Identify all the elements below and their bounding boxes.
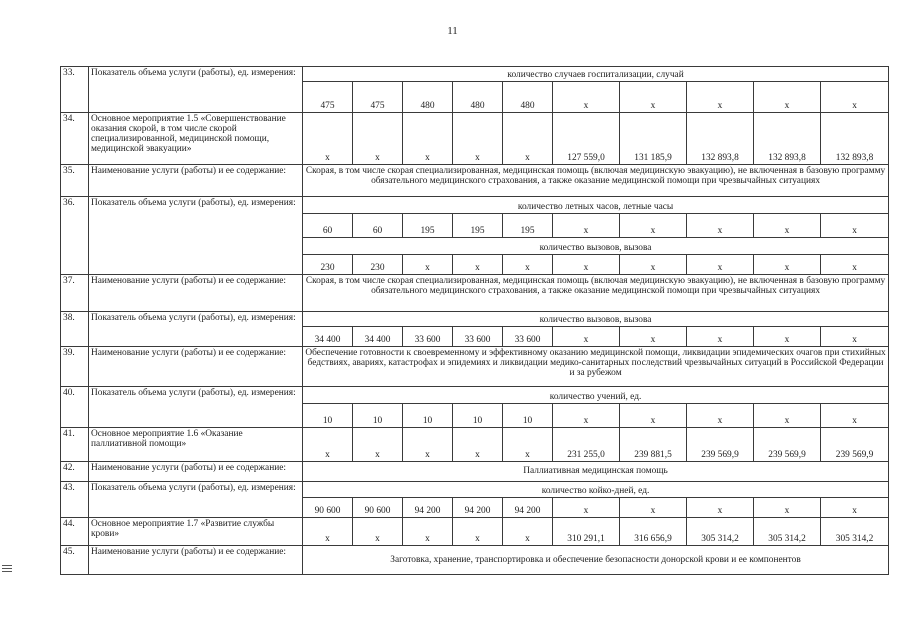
value-cell: 60 <box>303 214 353 238</box>
value-cell: х <box>403 255 453 275</box>
value-cell: х <box>754 404 821 428</box>
row-name: Показатель объема услуги (работы), ед. измерения: <box>89 197 303 275</box>
service-description: Скорая, в том числе скорая специализированная, медицинская помощь (включая медицинскую эвакуацию), не включенная в базовую программу обязательного медицинского страхования, а также оказание медицинской помощи при чрезвычайных ситуациях <box>303 275 889 312</box>
value-cell: х <box>821 498 889 518</box>
row-name: Наименование услуги (работы) и ее содержание: <box>89 165 303 197</box>
row-number: 42. <box>61 462 89 482</box>
table-row <box>61 113 889 165</box>
row-name: Показатель объема услуги (работы), ед. измерения: <box>89 482 303 518</box>
margin-mark <box>2 565 12 574</box>
value-cell: х <box>553 327 620 347</box>
row-number: 43. <box>61 482 89 518</box>
service-description: Заготовка, хранение, транспортировка и обеспечение безопасности донорской крови и ее компонентов <box>303 546 889 575</box>
value-cell: 480 <box>403 82 453 113</box>
unit-label: количество вызовов, вызова <box>303 312 889 327</box>
value-cell: 131 185,9 <box>620 113 687 165</box>
value-cell: х <box>754 255 821 275</box>
row-number: 40. <box>61 387 89 428</box>
row-number: 35. <box>61 165 89 197</box>
value-cell: х <box>503 255 553 275</box>
value-cell: х <box>403 428 453 462</box>
value-cell: 239 881,5 <box>620 428 687 462</box>
value-cell: х <box>620 404 687 428</box>
value-cell: 195 <box>403 214 453 238</box>
row-number: 39. <box>61 347 89 387</box>
value-cell: х <box>754 214 821 238</box>
value-cell: 10 <box>453 404 503 428</box>
value-cell: 230 <box>353 255 403 275</box>
value-cell: 90 600 <box>303 498 353 518</box>
row-number: 36. <box>61 197 89 275</box>
value-cell: х <box>620 255 687 275</box>
row-name: Показатель объема услуги (работы), ед. измерения: <box>89 67 303 113</box>
value-cell: 10 <box>503 404 553 428</box>
value-cell: х <box>403 518 453 546</box>
value-cell: 60 <box>353 214 403 238</box>
value-cell: 127 559,0 <box>553 113 620 165</box>
row-name: Показатель объема услуги (работы), ед. измерения: <box>89 387 303 428</box>
row-number: 44. <box>61 518 89 546</box>
value-cell: х <box>754 498 821 518</box>
value-cell: 310 291,1 <box>553 518 620 546</box>
table-row <box>61 347 889 387</box>
table-body <box>61 67 889 575</box>
value-cell: х <box>353 113 403 165</box>
value-cell: 305 314,2 <box>821 518 889 546</box>
page-number: 11 <box>447 25 458 37</box>
value-cell: 34 400 <box>353 327 403 347</box>
table-row <box>61 546 889 575</box>
value-cell: 305 314,2 <box>687 518 754 546</box>
value-cell: 239 569,9 <box>821 428 889 462</box>
value-cell: х <box>687 404 754 428</box>
row-name: Основное мероприятие 1.5 «Совершенствование оказания скорой, в том числе скорой специализированной, медицинской помощи, медицинской эвакуации» <box>89 113 303 165</box>
value-cell: 10 <box>353 404 403 428</box>
table-row <box>61 387 889 404</box>
value-cell: 239 569,9 <box>687 428 754 462</box>
table-row <box>61 428 889 462</box>
table-row <box>61 312 889 327</box>
value-cell: 94 200 <box>453 498 503 518</box>
value-cell: х <box>821 214 889 238</box>
unit-label: количество вызовов, вызова <box>303 238 889 255</box>
value-cell: х <box>553 498 620 518</box>
value-cell: 94 200 <box>503 498 553 518</box>
value-cell: х <box>303 113 353 165</box>
value-cell: х <box>503 518 553 546</box>
value-cell: х <box>821 404 889 428</box>
table-row <box>61 518 889 546</box>
value-cell: 195 <box>503 214 553 238</box>
value-cell: х <box>687 82 754 113</box>
row-number: 33. <box>61 67 89 113</box>
unit-label: количество койко-дней, ед. <box>303 482 889 498</box>
value-cell: х <box>453 428 503 462</box>
value-cell: 132 893,8 <box>687 113 754 165</box>
value-cell: 34 400 <box>303 327 353 347</box>
value-cell: х <box>620 214 687 238</box>
row-name: Наименование услуги (работы) и ее содержание: <box>89 462 303 482</box>
value-cell: х <box>754 82 821 113</box>
row-name: Наименование услуги (работы) и ее содержание: <box>89 546 303 575</box>
row-number: 41. <box>61 428 89 462</box>
value-cell: 480 <box>453 82 503 113</box>
value-cell: х <box>353 518 403 546</box>
value-cell: х <box>687 255 754 275</box>
row-name: Показатель объема услуги (работы), ед. измерения: <box>89 312 303 347</box>
value-cell: 132 893,8 <box>754 113 821 165</box>
row-name: Основное мероприятие 1.7 «Развитие службы крови» <box>89 518 303 546</box>
row-number: 34. <box>61 113 89 165</box>
value-cell: 94 200 <box>403 498 453 518</box>
value-cell: х <box>687 327 754 347</box>
value-cell: 195 <box>453 214 503 238</box>
unit-label: количество учений, ед. <box>303 387 889 404</box>
value-cell: х <box>687 214 754 238</box>
row-name: Основное мероприятие 1.6 «Оказание паллиативной помощи» <box>89 428 303 462</box>
value-cell: х <box>553 82 620 113</box>
value-cell: х <box>620 327 687 347</box>
value-cell: 33 600 <box>503 327 553 347</box>
row-number: 38. <box>61 312 89 347</box>
table-row <box>61 197 889 214</box>
value-cell: х <box>754 327 821 347</box>
value-cell: 132 893,8 <box>821 113 889 165</box>
value-cell: 475 <box>303 82 353 113</box>
value-cell: х <box>353 428 403 462</box>
unit-label: количество летных часов, летные часы <box>303 197 889 214</box>
table-row <box>61 165 889 197</box>
value-cell: х <box>821 255 889 275</box>
value-cell: х <box>303 518 353 546</box>
value-cell: х <box>687 498 754 518</box>
program-table <box>60 66 889 575</box>
service-description: Скорая, в том числе скорая специализированная, медицинская помощь (включая медицинскую эвакуацию), не включенная в базовую программу обязательного медицинского страхования, а также оказание медицинской помощи при чрезвычайных ситуациях <box>303 165 889 197</box>
value-cell: 316 656,9 <box>620 518 687 546</box>
service-description: Паллиативная медицинская помощь <box>303 462 889 482</box>
value-cell: 305 314,2 <box>754 518 821 546</box>
value-cell: 230 <box>303 255 353 275</box>
value-cell: 90 600 <box>353 498 403 518</box>
value-cell: х <box>453 518 503 546</box>
value-cell: х <box>503 428 553 462</box>
value-cell: 480 <box>503 82 553 113</box>
value-cell: х <box>821 82 889 113</box>
value-cell: х <box>821 327 889 347</box>
row-name: Наименование услуги (работы) и ее содержание: <box>89 275 303 312</box>
value-cell: х <box>503 113 553 165</box>
value-cell: 33 600 <box>403 327 453 347</box>
value-cell: х <box>620 82 687 113</box>
value-cell: х <box>403 113 453 165</box>
table-row <box>61 67 889 82</box>
unit-label: количество случаев госпитализации, случай <box>303 67 889 82</box>
table-row <box>61 275 889 312</box>
service-description: Обеспечение готовности к своевременному и эффективному оказанию медицинской помощи, ликвидации эпидемических очагов при стихийных бедствиях, авариях, катастрофах и эпидемиях и ликвидации медико-санитарных последствий чрезвычайных ситуаций в Российской Федерации и за рубежом <box>303 347 889 387</box>
value-cell: х <box>620 498 687 518</box>
table-row <box>61 482 889 498</box>
value-cell: 239 569,9 <box>754 428 821 462</box>
value-cell: 10 <box>303 404 353 428</box>
table-row <box>61 462 889 482</box>
value-cell: 10 <box>403 404 453 428</box>
value-cell: 475 <box>353 82 403 113</box>
row-name: Наименование услуги (работы) и ее содержание: <box>89 347 303 387</box>
value-cell: х <box>553 255 620 275</box>
value-cell: х <box>553 214 620 238</box>
value-cell: х <box>553 404 620 428</box>
row-number: 37. <box>61 275 89 312</box>
value-cell: х <box>303 428 353 462</box>
value-cell: 33 600 <box>453 327 503 347</box>
row-number: 45. <box>61 546 89 575</box>
value-cell: 231 255,0 <box>553 428 620 462</box>
value-cell: х <box>453 113 503 165</box>
value-cell: х <box>453 255 503 275</box>
